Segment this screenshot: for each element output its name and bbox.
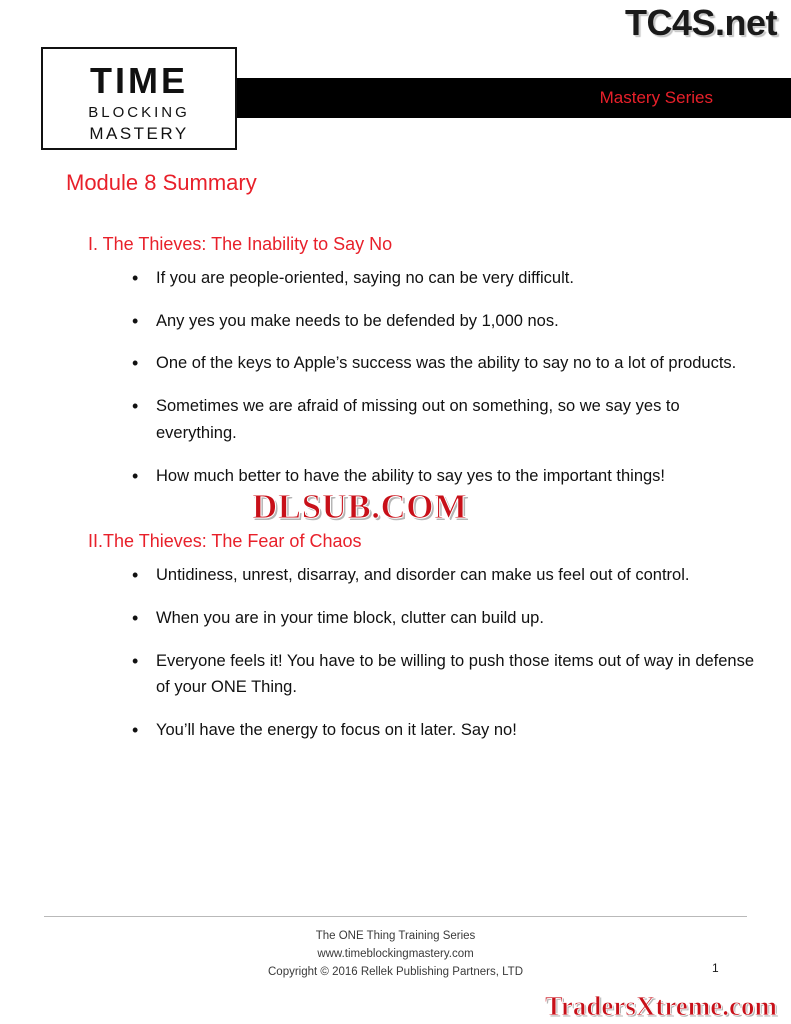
- list-item: • Sometimes we are afraid of missing out on something, so we say yes to everything.: [132, 393, 756, 446]
- list-item: • Everyone feels it! You have to be willing to push those items out of way in defense of your ONE Thing.: [132, 648, 756, 701]
- section-one: [66, 234, 756, 489]
- footer-line-website: www.timeblockingmastery.com: [317, 947, 474, 960]
- list-item: • Any yes you make needs to be defended by 1,000 nos.: [132, 308, 756, 335]
- list-item: • Untidiness, unrest, disarray, and disorder can make us feel out of control.: [132, 562, 756, 589]
- section-heading: I. The Thieves: The Inability to Say No: [88, 234, 393, 254]
- page-title: Module 8 Summary: [66, 170, 257, 195]
- list-item: • When you are in your time block, clutter can build up.: [132, 605, 756, 632]
- logo-line-time: TIME: [90, 60, 188, 101]
- section-one-bullet-list: [66, 265, 756, 489]
- logo-line-blocking: BLOCKING: [88, 104, 190, 121]
- section-heading: II.The Thieves: The Fear of Chaos: [88, 531, 362, 552]
- header-band: [140, 78, 791, 118]
- list-item: • One of the keys to Apple’s success was the ability to say no to a lot of products.: [132, 350, 756, 377]
- footer-line-copyright: Copyright © 2016 Rellek Publishing Partners, LTD: [268, 965, 523, 978]
- bottom-watermark: TradersXtreme.com: [544, 991, 777, 1021]
- section-two-bullet-list: [66, 562, 756, 744]
- section-two: [66, 531, 756, 744]
- footer-line-series: The ONE Thing Training Series: [315, 930, 476, 942]
- mastery-series-label: Mastery Series: [599, 88, 713, 107]
- document-content: [66, 170, 756, 760]
- logo-line-mastery: MASTERY: [89, 124, 189, 143]
- time-blocking-mastery-logo: [41, 47, 237, 150]
- list-item: • You’ll have the energy to focus on it later. Say no!: [132, 717, 756, 744]
- center-watermark: DLSUB.COM: [252, 487, 468, 526]
- list-item: • How much better to have the ability to say yes to the important things!: [132, 463, 756, 490]
- page-number: 1: [712, 961, 719, 975]
- footer: [0, 928, 791, 981]
- list-item: • If you are people-oriented, saying no can be very difficult.: [132, 265, 756, 292]
- footer-divider: [44, 916, 747, 917]
- top-watermark: TC4S.net: [624, 2, 777, 43]
